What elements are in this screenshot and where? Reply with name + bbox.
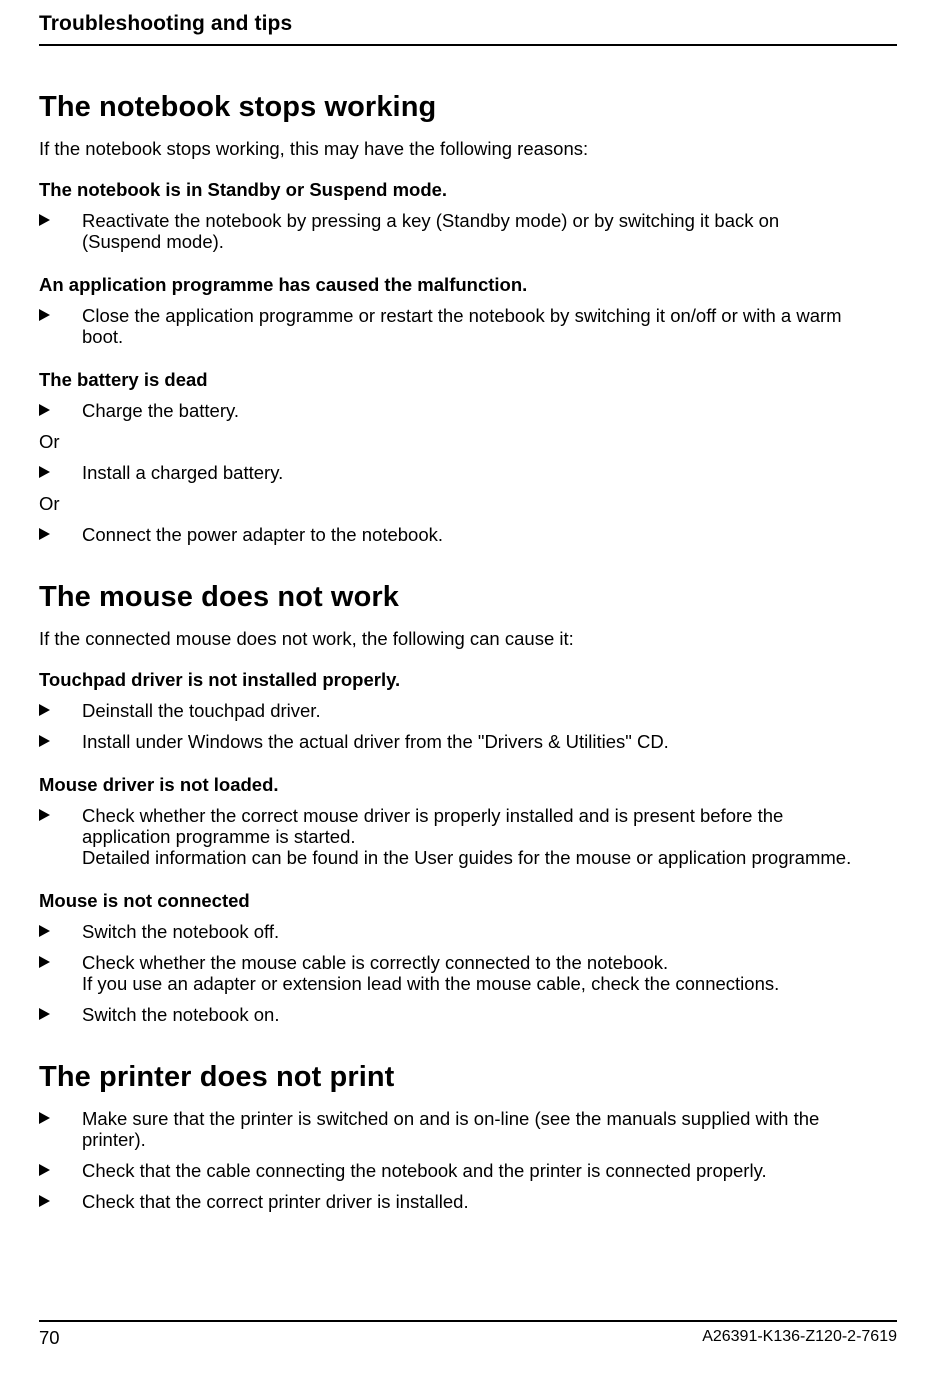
step-item (39, 524, 897, 545)
step-item (39, 731, 897, 752)
step-text: Check whether the correct mouse driver is properly installed and is present before the application programme is started. Detailed information can be found in the User guides for the mouse or application programme. (82, 805, 852, 868)
cause-subheading: The notebook is in Standby or Suspend mode. (39, 179, 448, 200)
cause-subheading: Touchpad driver is not installed properly. (39, 669, 401, 690)
step-text: Check that the cable connecting the notebook and the printer is connected properly. (82, 1160, 767, 1181)
step-item (39, 805, 897, 868)
cause-group (39, 774, 897, 868)
step-text: Switch the notebook off. (82, 921, 280, 942)
step-item (39, 1004, 897, 1025)
section (39, 88, 897, 545)
step-text: Connect the power adapter to the notebook. (82, 524, 444, 545)
section (39, 578, 897, 1025)
cause-subheading: Mouse is not connected (39, 890, 250, 911)
bullet-arrow-icon (39, 528, 50, 540)
step-item (39, 700, 897, 721)
step-item (39, 210, 897, 252)
cause-group (39, 1108, 897, 1212)
page-content (39, 88, 897, 1245)
page-header (39, 10, 897, 46)
bullet-arrow-icon (39, 1195, 50, 1207)
page-number: 70 (39, 1327, 60, 1348)
or-separator: Or (39, 431, 60, 452)
section (39, 1058, 897, 1212)
section-intro: If the connected mouse does not work, the following can cause it: (39, 628, 574, 649)
section-heading: The printer does not print (39, 1061, 395, 1093)
bullet-arrow-icon (39, 1112, 50, 1124)
step-text: Check whether the mouse cable is correctly connected to the notebook. If you use an adapter or extension lead with the mouse cable, check the connections. (82, 952, 780, 994)
cause-group (39, 669, 897, 752)
bullet-arrow-icon (39, 704, 50, 716)
bullet-arrow-icon (39, 466, 50, 478)
step-text: Switch the notebook on. (82, 1004, 280, 1025)
step-text: Reactivate the notebook by pressing a key (Standby mode) or by switching it back on (Suspend mode). (82, 210, 780, 252)
cause-group (39, 890, 897, 1025)
bullet-arrow-icon (39, 735, 50, 747)
step-item (39, 462, 897, 483)
step-text: Install a charged battery. (82, 462, 284, 483)
page-footer (39, 1320, 897, 1352)
step-item (39, 921, 897, 942)
or-separator: Or (39, 493, 60, 514)
document-code: A26391-K136-Z120-2-7619 (702, 1328, 897, 1345)
step-item (39, 305, 897, 347)
bullet-arrow-icon (39, 925, 50, 937)
cause-group (39, 274, 897, 347)
running-header-title: Troubleshooting and tips (39, 12, 293, 35)
bullet-arrow-icon (39, 1008, 50, 1020)
bullet-arrow-icon (39, 214, 50, 226)
step-item (39, 1160, 897, 1181)
step-item (39, 952, 897, 994)
bullet-arrow-icon (39, 809, 50, 821)
section-heading: The mouse does not work (39, 581, 400, 613)
bullet-arrow-icon (39, 404, 50, 416)
bullet-arrow-icon (39, 956, 50, 968)
bullet-arrow-icon (39, 309, 50, 321)
step-text: Charge the battery. (82, 400, 239, 421)
step-text: Close the application programme or restart the notebook by switching it on/off or with a warm boot. (82, 305, 842, 347)
cause-group (39, 369, 897, 545)
section-intro: If the notebook stops working, this may have the following reasons: (39, 138, 589, 159)
step-text: Deinstall the touchpad driver. (82, 700, 321, 721)
cause-subheading: Mouse driver is not loaded. (39, 774, 279, 795)
step-text: Check that the correct printer driver is installed. (82, 1191, 469, 1212)
step-item (39, 400, 897, 421)
step-text: Install under Windows the actual driver from the "Drivers & Utilities" CD. (82, 731, 669, 752)
cause-subheading: The battery is dead (39, 369, 208, 390)
step-item (39, 1191, 897, 1212)
bullet-arrow-icon (39, 1164, 50, 1176)
section-heading: The notebook stops working (39, 91, 437, 123)
cause-group (39, 179, 897, 252)
step-text: Make sure that the printer is switched on and is on-line (see the manuals supplied with the printer). (82, 1108, 820, 1150)
step-item (39, 1108, 897, 1150)
cause-subheading: An application programme has caused the malfunction. (39, 274, 528, 295)
